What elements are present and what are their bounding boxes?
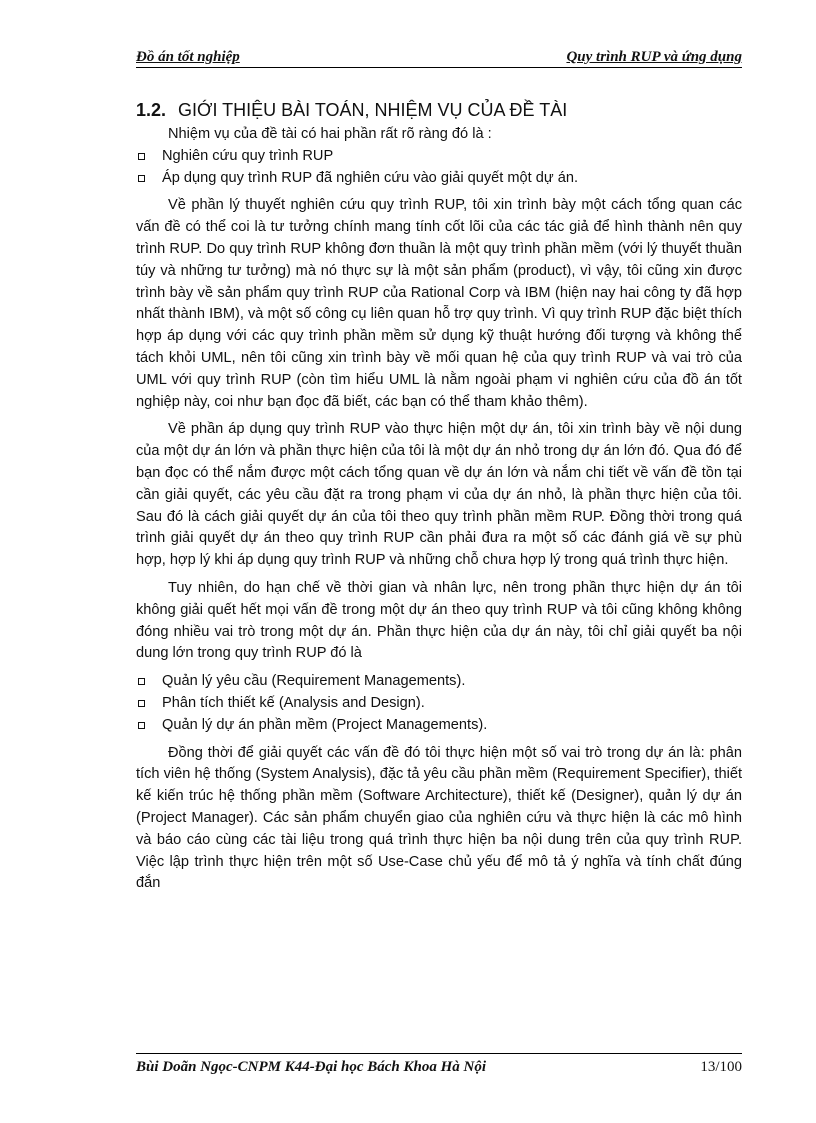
header-document-title: Quy trình RUP và ứng dụng: [566, 49, 742, 65]
header-document-type: Đồ án tốt nghiệp: [136, 49, 240, 65]
section-heading: [136, 98, 742, 122]
intro-paragraph: Nhiệm vụ của đề tài có hai phần rất rõ ràng đó là :: [168, 126, 492, 142]
list-item: Phân tích thiết kế (Analysis and Design).: [136, 693, 742, 715]
square-bullet-icon: [138, 722, 145, 729]
square-bullet-icon: [138, 153, 145, 160]
content-list: [136, 671, 742, 736]
square-bullet-icon: [138, 700, 145, 707]
square-bullet-icon: [138, 678, 145, 685]
task-list: [136, 146, 742, 190]
body-paragraph: Về phần áp dụng quy trình RUP vào thực hiện một dự án, tôi xin trình bày về nội dung của một dự án lớn và phần thực hiện của tôi là một dự án nhỏ trong dự án lớn đó. Qua đó để bạn đọc có thể nắm được một cách tổng quan về dự án lớn và nắm chi tiết về vấn đề tồn tại cần giải quyết, các yêu cầu đặt ra trong phạm vi của dự án nhỏ, là phần thực hiện của tôi. Sau đó là cách giải quyết dự án của tôi theo quy trình phần mềm RUP. Đồng thời trong quá trình giải quyết dự án theo quy trình RUP cần phải đưa ra một số các đánh giá về sự phù hợp, hợp lý khi áp dụng quy trình RUP và những chỗ chưa hợp lý trong quá trình thực hiện.: [136, 421, 742, 569]
body-content: [136, 124, 742, 895]
square-bullet-icon: [138, 175, 145, 182]
page-footer: [136, 1053, 742, 1078]
body-paragraph: Tuy nhiên, do hạn chế về thời gian và nhân lực, nên trong phần thực hiện dự án tôi không giải quết hết mọi vấn đề trong một dự án theo quy trình RUP và tôi cũng không không đóng nhiều vai trò trong một dự án. Phần thực hiện của dự án này, tôi chỉ giải quyết ba nội dung lớn trong quy trình RUP đó là: [136, 579, 742, 662]
section-number: 1.2.: [136, 100, 167, 120]
page-header: [136, 47, 742, 68]
body-paragraph: Về phần lý thuyết nghiên cứu quy trình RUP, tôi xin trình bày một cách tổng quan các vấn đề có thể coi là tư tưởng chính mang tính cốt lõi của các tác giả để hình thành nên quy trình RUP. Do quy trình RUP không đơn thuần là một quy trình phần mềm (với lý thuyết thuần túy và những tư tưởng) mà nó thực sự là một sản phẩm (product), vì vậy, tôi cũng xin được trình bày về sản phẩm quy trình RUP của Rational Corp và IBM (hiện nay hai công ty đã hợp nhất thành IBM), và một số công cụ liên quan hỗ trợ quy trình. Vì quy trình RUP đặc biệt thích hợp áp dụng với các quy trình phần mềm sử dụng kỹ thuật hướng đối tượng và không thể tách khỏi UML, nên tôi cũng xin trình bày về mối quan hệ của quy trình RUP và vai trò của UML với quy trình RUP (còn tìm hiểu UML là nằm ngoài phạm vi nghiên cứu của đồ án tốt nghiệp này, coi như bạn đọc đã biết, các bạn có thể tham khảo thêm).: [136, 197, 742, 410]
list-item: Quản lý dự án phần mềm (Project Managements).: [136, 715, 742, 737]
list-item: Nghiên cứu quy trình RUP: [136, 146, 742, 168]
body-paragraph: Đồng thời để giải quyết các vấn đề đó tôi thực hiện một số vai trò trong dự án là: phân tích viên hệ thống (System Analysis), đặc tả yêu cầu phần mềm (Requirement Specifier), thiết kế kiến trúc hệ thống phần mềm (Software Architecture), thiết kế (Designer), quản lý dự án (Project Manager). Các sản phẩm chuyển giao của nghiên cứu và thực hiện là các mô hình và báo cáo cùng các tài liệu trong quá trình thực hiện ba nội dung trên của quy trình RUP. Việc lập trình thực hiện trên một số Use-Case chủ yếu để mô tả ý nghĩa và tính chất đúng đắn: [136, 744, 742, 892]
section-title-text: GIỚI THIỆU BÀI TOÁN, NHIỆM VỤ CỦA ĐỀ TÀI: [178, 100, 568, 120]
page-number: 13/100: [700, 1059, 742, 1075]
list-item: Quản lý yêu cầu (Requirement Managements).: [136, 671, 742, 693]
list-item: Áp dụng quy trình RUP đã nghiên cứu vào giải quyết một dự án.: [136, 168, 742, 190]
footer-author: Bùi Doãn Ngọc-CNPM K44-Đại học Bách Khoa Hà Nội: [136, 1059, 487, 1075]
